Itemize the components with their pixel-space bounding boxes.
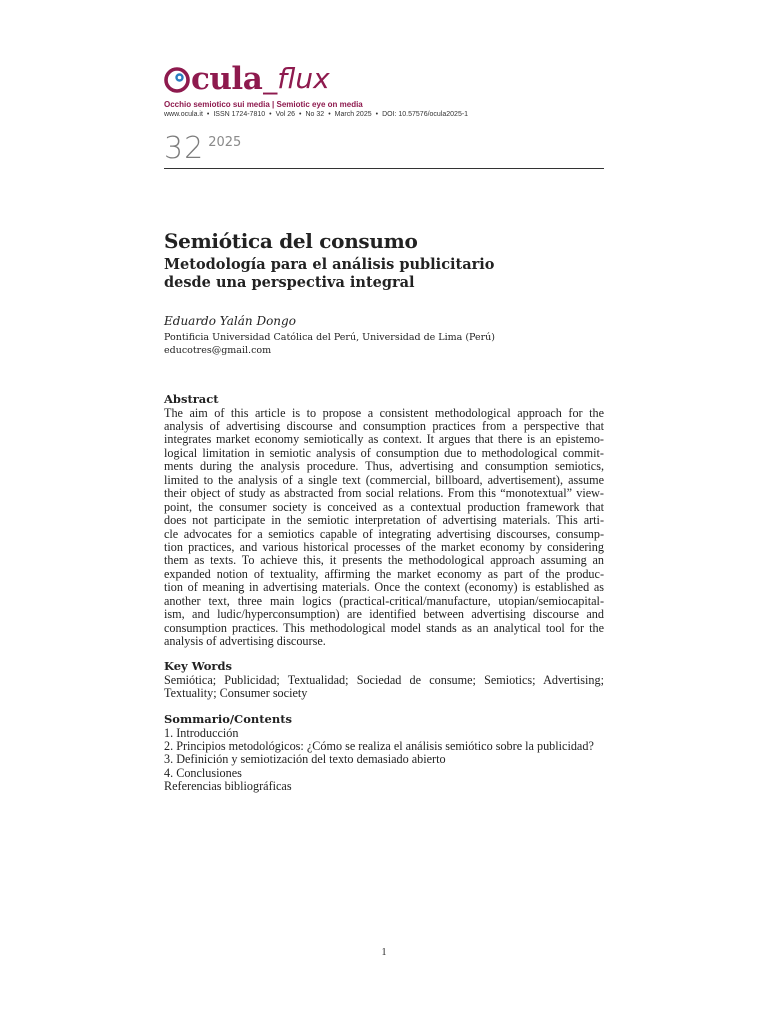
logo-name: cula — [191, 61, 263, 97]
issue-badge — [164, 131, 242, 166]
article-subtitle — [164, 256, 604, 292]
abstract-line: integrates market economy semiotically as context. It argues that there is an epistemo- — [164, 433, 604, 447]
meta-item: ISSN 1724-7810 — [213, 111, 266, 118]
keywords-line: Textuality; Consumer society — [164, 685, 308, 700]
abstract-line: tion of meaning in advertising materials. Once the context (economy) is established as — [164, 581, 604, 595]
header-divider — [164, 168, 604, 169]
page-number: 1 — [381, 947, 387, 958]
author-name: Eduardo Yalán Dongo — [164, 314, 296, 328]
keywords-body — [164, 674, 604, 701]
journal-tagline: Occhio semiotico sui media | Semiotic eye on media — [164, 100, 363, 109]
meta-separator: • — [299, 111, 302, 118]
subtitle-line: Metodología para el análisis publicitario — [164, 256, 495, 273]
abstract-line: expanded notion of textuality, affirming the market economy as part of the produc- — [164, 567, 604, 581]
contents-section — [164, 713, 604, 794]
contents-item[interactable]: 3. Definición y semiotización del texto demasiado abierto — [164, 752, 446, 767]
meta-separator: • — [206, 111, 210, 118]
abstract-heading: Abstract — [164, 392, 219, 406]
meta-item: March 2025 — [334, 111, 372, 118]
issue-number: 32 — [164, 131, 205, 166]
keywords-section — [164, 660, 604, 700]
meta-separator: • — [375, 111, 379, 118]
journal-logo[interactable] — [164, 62, 330, 102]
abstract-line: analysis of advertising discourse. — [164, 635, 326, 649]
abstract-line: ments during the analysis procedure. Thus, advertising and consumption semiotics, — [164, 460, 604, 474]
keywords-line: Semiótica; Publicidad; Textualidad; Sociedad de consume; Semiotics; Advertising; — [164, 672, 604, 687]
abstract-line: The aim of this article is to propose a consistent methodological approach for the — [164, 406, 604, 420]
meta-item[interactable]: www.ocula.it — [164, 111, 203, 118]
abstract-line: point, the consumer society is conceived as a contextual production framework that — [164, 500, 604, 514]
abstract-line: logical limitation in semiotic analysis of consumption due to methodological commit- — [164, 446, 604, 460]
eye-icon — [164, 66, 190, 100]
abstract-line: another text, three main logics (practical-critical/manufacture, utopian/semiocapital- — [164, 594, 604, 608]
meta-item: Vol 26 — [275, 111, 296, 118]
abstract-line: analysis of advertising discourse and consumption practices from a perspective that — [164, 419, 604, 433]
abstract-body — [164, 407, 604, 649]
logo-flux: _flux — [263, 62, 330, 95]
abstract-line: ism, and ludic/hyperconsumption) are identified between advertising discourse and — [164, 608, 604, 622]
logo-wordmark — [164, 62, 262, 100]
contents-item[interactable]: 2. Principios metodológicos: ¿Cómo se realiza el análisis semiótico sobre la publicidad? — [164, 738, 594, 753]
abstract-line: does not participate in the semiotic interpretation of advertising materials. This arti- — [164, 514, 604, 528]
meta-item: No 32 — [305, 111, 325, 118]
abstract-section — [164, 393, 604, 649]
contents-item[interactable]: 1. Introducción — [164, 725, 239, 740]
issue-year: 2025 — [208, 135, 242, 150]
contents-item[interactable]: 4. Conclusiones — [164, 765, 242, 780]
abstract-line: tion practices, and various historical processes of the market economy by considering — [164, 541, 604, 555]
abstract-line: cle advocates for a semiotics capable of integrating advertising discourses, consump- — [164, 527, 604, 541]
keywords-heading: Key Words — [164, 659, 232, 673]
article-title: Semiótica del consumo — [164, 229, 418, 253]
journal-metadata — [164, 111, 468, 118]
contents-list — [164, 727, 604, 794]
meta-separator: • — [328, 111, 331, 118]
subtitle-line: desde una perspectiva integral — [164, 274, 415, 291]
meta-item[interactable]: DOI: 10.57576/ocula2025-1 — [382, 111, 469, 118]
author-affiliation: Pontificia Universidad Católica del Perú, Universidad de Lima (Perú) — [164, 332, 496, 343]
abstract-line: their object of study as abstracted from social relations. From this “monotextual” view- — [164, 487, 604, 501]
contents-item[interactable]: Referencias bibliográficas — [164, 779, 292, 794]
abstract-line: consumption practices. This methodological model stands as an analytical tool for the — [164, 621, 604, 635]
abstract-line: limited to the analysis of a single text (commercial, billboard, advertisement), assume — [164, 473, 604, 487]
contents-heading: Sommario/Contents — [164, 712, 293, 726]
meta-separator: • — [269, 111, 272, 118]
author-email[interactable]: educotres@gmail.com — [164, 345, 272, 356]
abstract-line: them as texts. To achieve this, it presents the methodological approach assuming an — [164, 554, 604, 568]
